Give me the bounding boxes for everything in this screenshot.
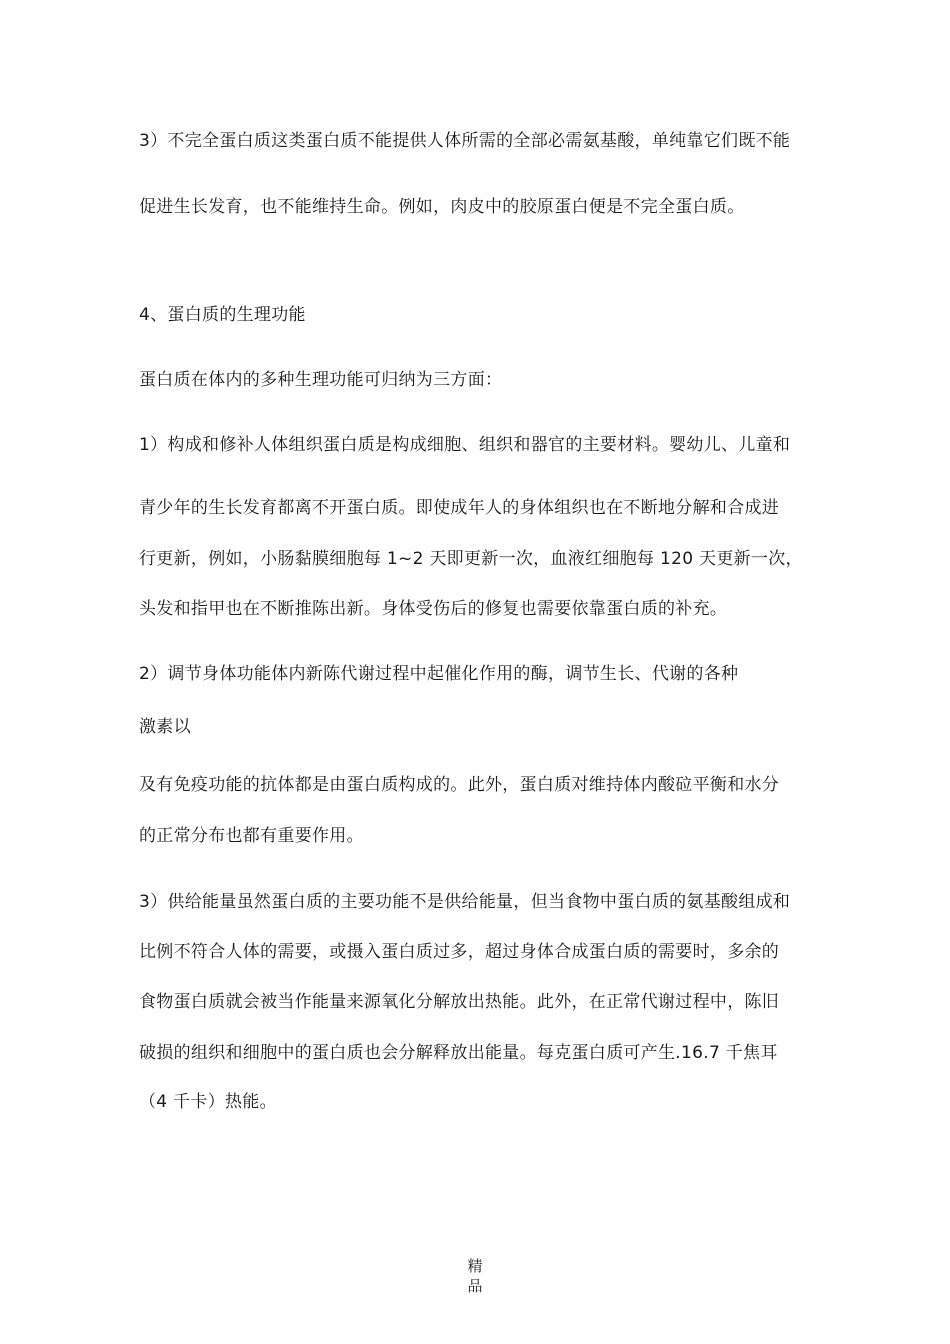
page-footer: 精品 xyxy=(467,1257,483,1295)
paragraph-energy-line-3: 食物蛋白质就会被当作能量来源氧化分解放出热能。此外，在正常代谢过程中，陈旧 xyxy=(139,992,780,1012)
paragraph-regulation-line-4: 的正常分布也都有重要作用。 xyxy=(139,826,364,846)
paragraph-regulation-line-3: 及有免疫功能的抗体都是由蛋白质构成的。此外，蛋白质对维持体内酸砬平衡和水分 xyxy=(139,775,780,795)
section-heading-physiological-functions: 4、蛋白质的生理功能 xyxy=(139,305,306,325)
paragraph-regulation-line-1: 2）调节身体功能体内新陈代谢过程中起催化作用的酶，调节生长、代谢的各种 xyxy=(139,664,739,684)
paragraph-incomplete-protein-line-2: 促进生长发育，也不能维持生命。例如，肉皮中的胶原蛋白便是不完全蛋白质。 xyxy=(139,197,745,217)
paragraph-energy-line-5: （4 千卡）热能。 xyxy=(139,1092,277,1112)
paragraph-tissue-repair-line-3: 行更新，例如，小肠黏膜细胞每 1~2 天即更新一次，血液红细胞每 120 天更新一次， xyxy=(139,549,803,569)
paragraph-incomplete-protein-line-1: 3）不完全蛋白质这类蛋白质不能提供人体所需的全部必需氨基酸，单纯靠它们既不能 xyxy=(139,131,791,151)
paragraph-tissue-repair-line-1: 1）构成和修补人体组织蛋白质是构成细胞、组织和器官的主要材料。婴幼儿、儿童和 xyxy=(139,435,791,455)
paragraph-energy-line-2: 比例不符合人体的需要，或摄入蛋白质过多，超过身体合成蛋白质的需要时，多余的 xyxy=(139,942,780,962)
paragraph-tissue-repair-line-4: 头发和指甲也在不断推陈出新。身体受伤后的修复也需要依靠蛋白质的补充。 xyxy=(139,599,728,619)
paragraph-regulation-line-2: 激素以 xyxy=(139,717,191,737)
paragraph-tissue-repair-line-2: 青少年的生长发育都离不开蛋白质。即使成年人的身体组织也在不断地分解和合成进 xyxy=(139,498,780,518)
paragraph-energy-line-4: 破损的组织和细胞中的蛋白质也会分解释放出能量。每克蛋白质可产生.16.7 千焦耳 xyxy=(139,1043,778,1063)
paragraph-energy-line-1: 3）供给能量虽然蛋白质的主要功能不是供给能量，但当食物中蛋白质的氨基酸组成和 xyxy=(139,892,791,912)
intro-line: 蛋白质在体内的多种生理功能可归纳为三方面： xyxy=(139,370,503,390)
